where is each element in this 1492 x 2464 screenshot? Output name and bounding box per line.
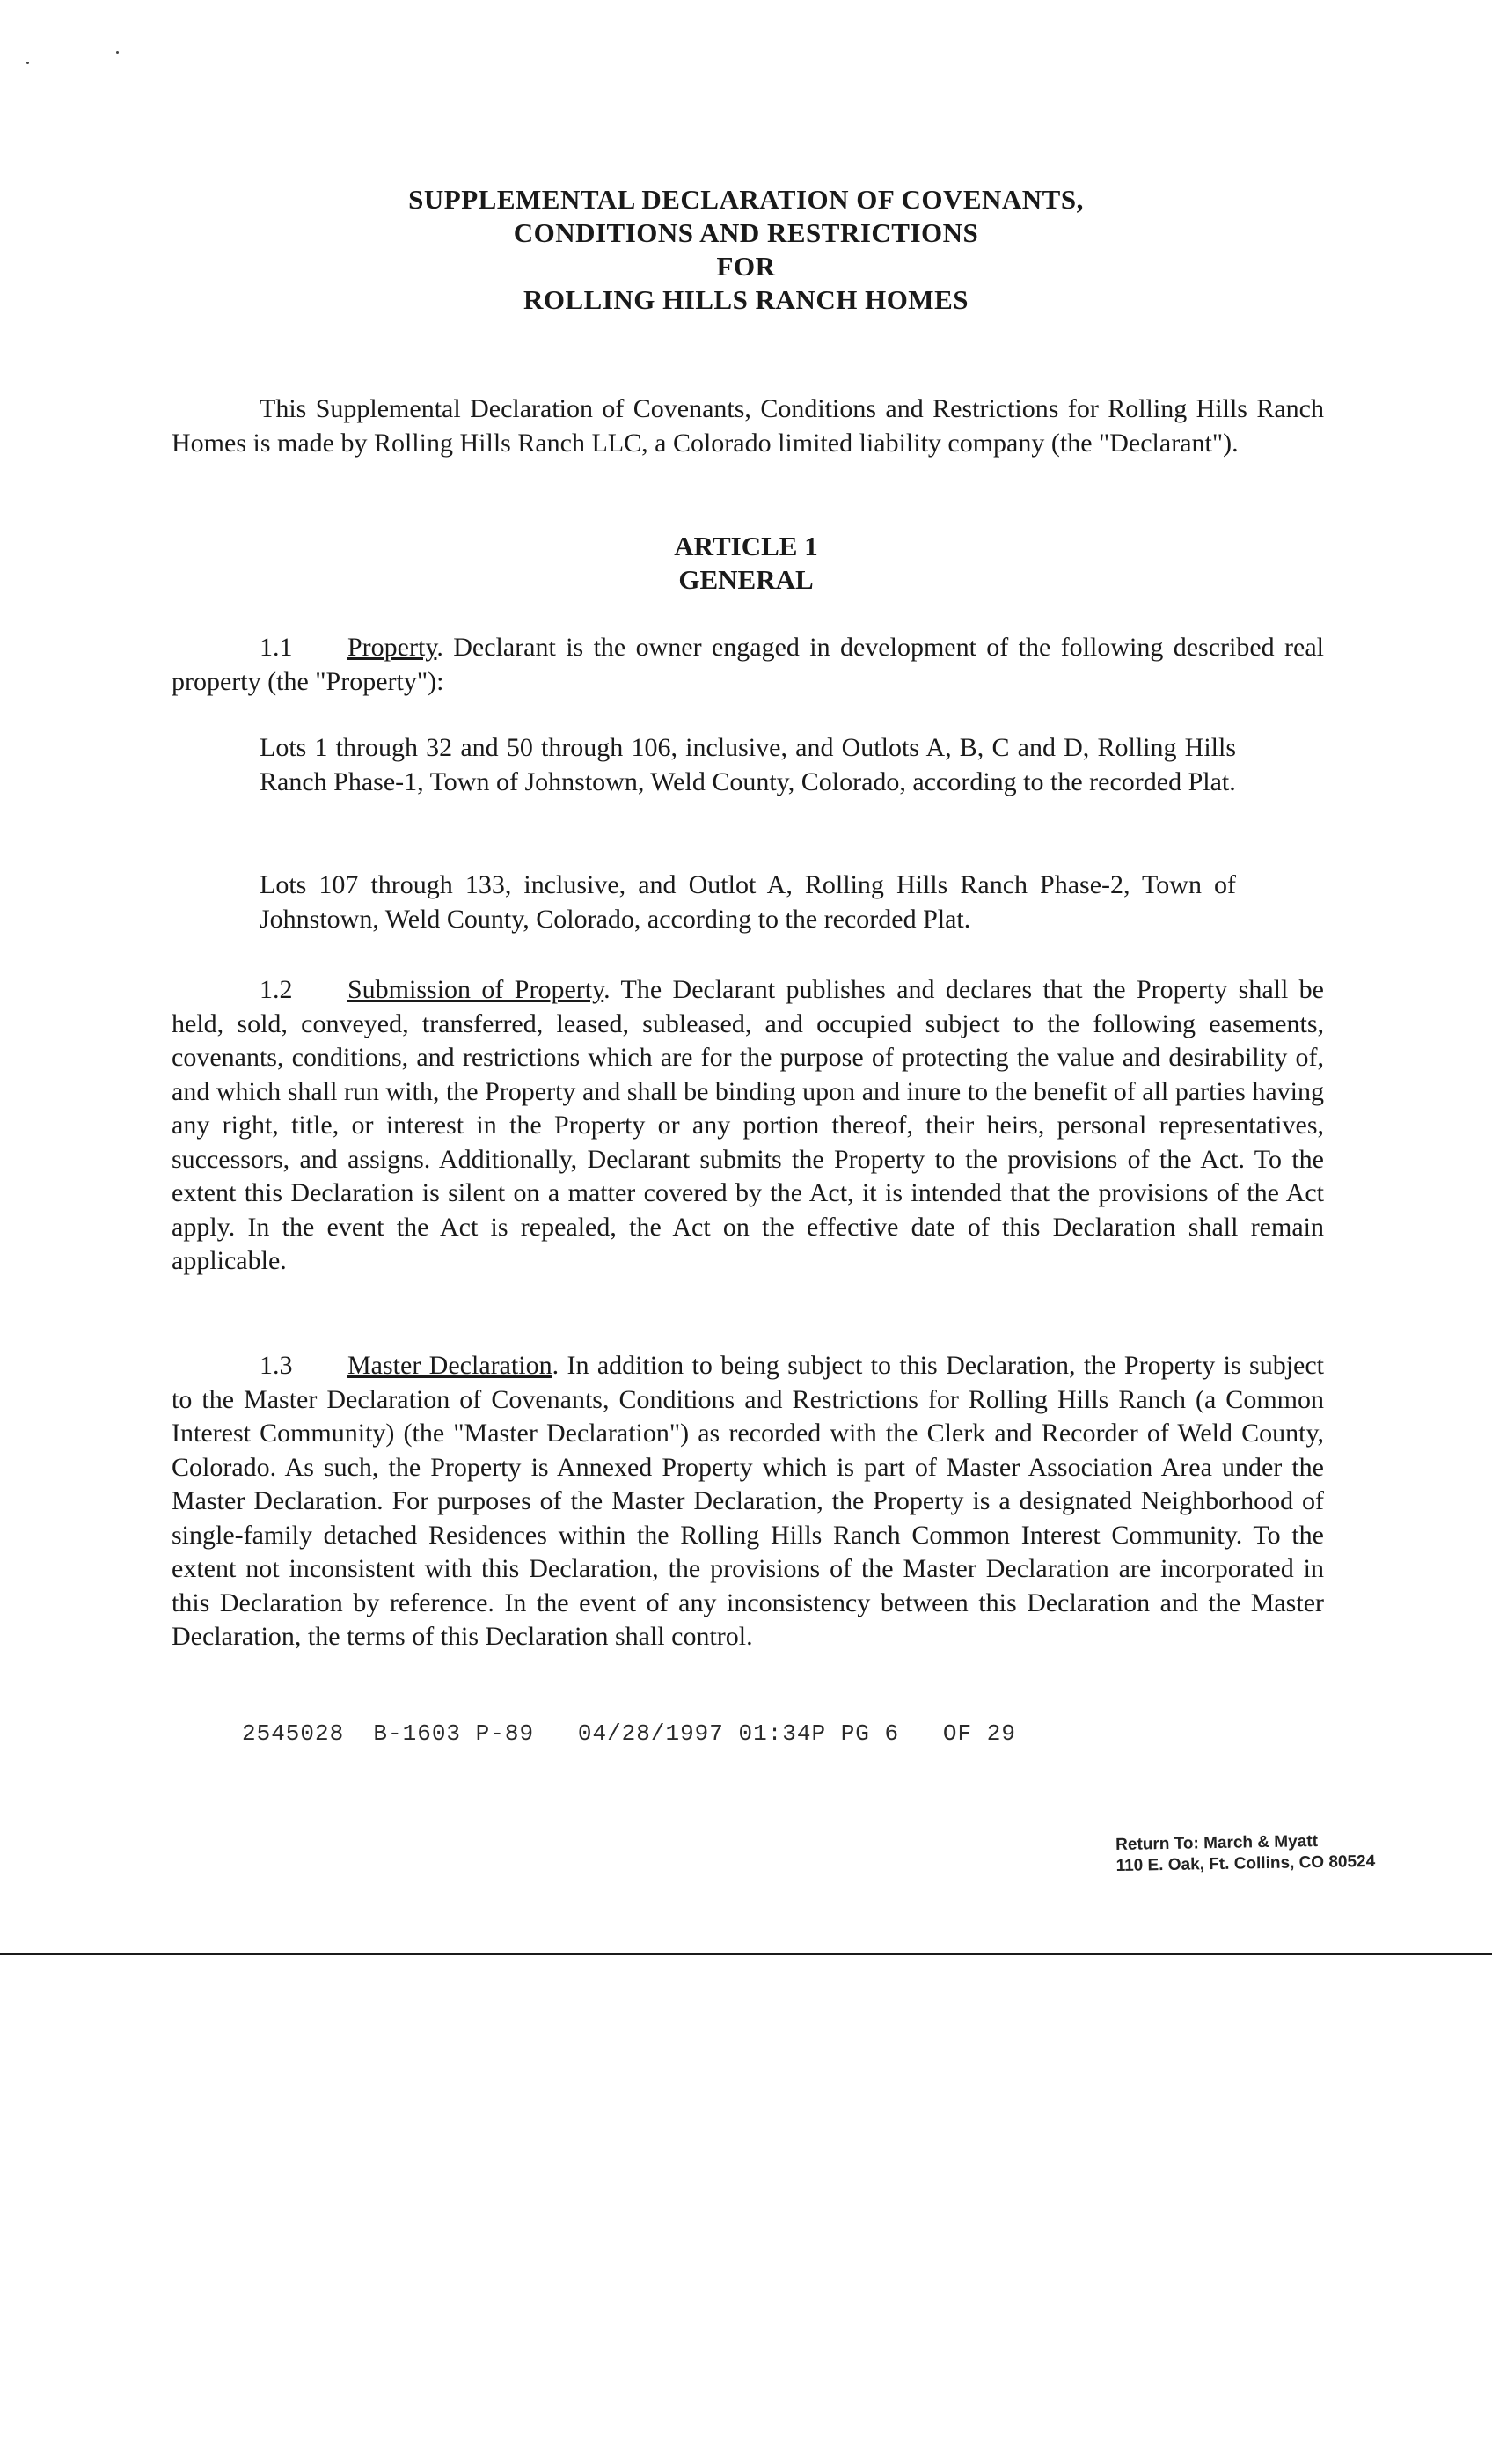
section-body: . In addition to being subject to this Declaration, the Property is subject to the Master Declaration of Covenants, Conditions and Restrictions for Rolling Hills Ranch (a Common Interest Community) (the "Master Declaration") as recorded with the Clerk and Recorder of Weld County, Colorado. As such, the Property is Annexed Property which is part of Master Association Area under the Master Declaration. For purposes of the Master Declaration, the Property is a designated Neighborhood of single-family detached Residences within the Rolling Hills Ranch Common Interest Community. To the extent not inconsistent with this Declaration, the provisions of the Master Declaration are incorporated in this Declaration by reference. In the event of any inconsistency between this Declaration and the Master Declaration, the terms of this Declaration shall control. xyxy=(172,1351,1324,1651)
section-number: 1.1 xyxy=(260,633,293,662)
title-line: FOR xyxy=(716,251,776,282)
article-heading xyxy=(0,530,1492,597)
article-number: ARTICLE 1 xyxy=(674,531,818,561)
title-line: ROLLING HILLS RANCH HOMES xyxy=(523,284,969,315)
intro-paragraph: This Supplemental Declaration of Covenants, Conditions and Restrictions for Rolling Hills Ranch Homes is made by Rolling Hills Ranch LLC, a Colorado limited liability company (the "Declarant"). xyxy=(172,394,1324,458)
document-title xyxy=(0,183,1492,317)
section-body: . Declarant is the owner engaged in development of the following described real property (the "Property"): xyxy=(172,633,1324,696)
section-title: Property xyxy=(347,633,437,662)
return-to-address: 110 E. Oak, Ft. Collins, CO 80524 xyxy=(1115,1852,1376,1875)
section-number: 1.3 xyxy=(260,1351,293,1380)
lot-description-phase-2: Lots 107 through 133, inclusive, and Outlot A, Rolling Hills Ranch Phase-2, Town of Johnstown, Weld County, Colorado, according to the recorded Plat. xyxy=(260,870,1236,934)
lot-description-phase-1: Lots 1 through 32 and 50 through 106, inclusive, and Outlots A, B, C and D, Rolling Hills Ranch Phase-1, Town of Johnstown, Weld County, Colorado, according to the recorded Plat. xyxy=(260,733,1236,796)
section-title: Submission of Property xyxy=(347,975,604,1004)
title-line: CONDITIONS AND RESTRICTIONS xyxy=(513,217,979,248)
section-1-3 xyxy=(172,1349,1324,1654)
section-body: . The Declarant publishes and declares that the Property shall be held, sold, conveyed, transferred, leased, subleased, and occupied subject to the following easements, covenants, conditions, and restrictions which are for the purpose of protecting the value and desirability of, and which shall run with, the Property and shall be binding upon and inure to the benefit of all parties having any right, title, or interest in the Property or any portion thereof, their heirs, personal representatives, successors, and assigns. Additionally, Declarant submits the Property to the provisions of the Act. To the extent this Declaration is silent on a matter covered by the Act, it is intended that the provisions of the Act apply. In the event the Act is repealed, the Act on the effective date of this Declaration shall remain applicable. xyxy=(172,975,1324,1275)
section-title: Master Declaration xyxy=(347,1351,552,1380)
scan-speck xyxy=(26,62,29,64)
return-to-line: Return To: March & Myatt xyxy=(1115,1831,1319,1854)
article-name: GENERAL xyxy=(678,564,814,595)
title-line: SUPPLEMENTAL DECLARATION OF COVENANTS, xyxy=(408,184,1084,215)
section-1-1 xyxy=(172,631,1324,699)
scan-speck xyxy=(116,51,119,54)
recording-stamp: 2545028 B-1603 P-89 04/28/1997 01:34P PG 6 OF 29 xyxy=(242,1720,1016,1747)
section-number: 1.2 xyxy=(260,975,293,1004)
page-divider xyxy=(0,1953,1492,1955)
return-to-stamp xyxy=(1115,1830,1375,1877)
section-1-2 xyxy=(172,973,1324,1279)
